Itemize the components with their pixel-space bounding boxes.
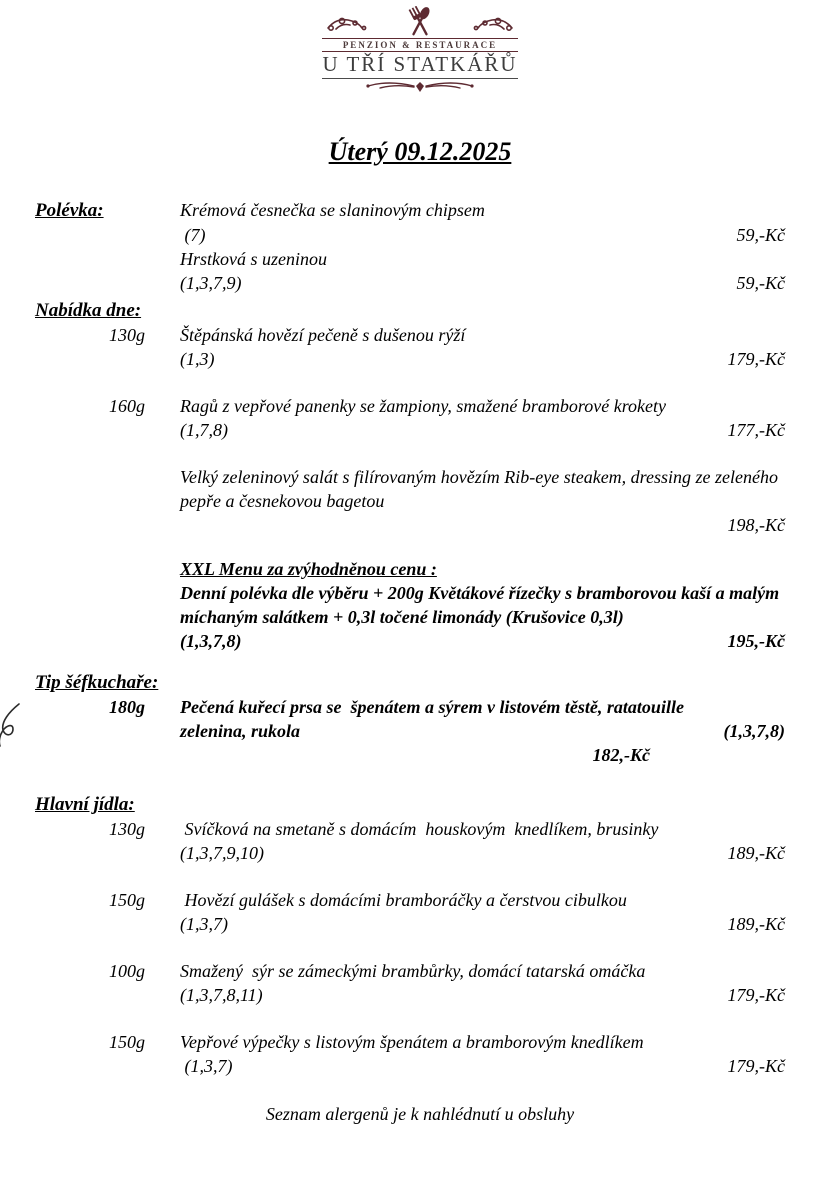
daily-offer-section-header: Nabídka dne: [35, 300, 142, 321]
dish-allergens: (1,3,7,8,11) [180, 985, 263, 1005]
menu-body [0, 198, 840, 1078]
dish-allergens: (1,3,7,8) [180, 631, 242, 651]
dish-name-continued: zelenina, rukola [180, 721, 301, 741]
dish-price: 177,-Kč [727, 420, 785, 440]
dish-price: 59,-Kč [736, 225, 785, 245]
dish-price: 195,-Kč [727, 631, 785, 651]
restaurant-logo [322, 6, 518, 94]
menu-item [35, 465, 785, 537]
dish-name: Svíčková na smetaně s domácím houskovým knedlíkem, brusinky [180, 819, 659, 839]
dish-name: Štěpánská hovězí pečeně s dušenou rýží [180, 325, 466, 345]
dish-weight: 160g [109, 396, 145, 416]
main-dishes-section-header: Hlavní jídla: [35, 794, 135, 815]
menu-item [35, 1030, 785, 1078]
dish-weight: 100g [109, 961, 145, 981]
dish-name: Krémová česnečka se slaninovým chipsem [180, 200, 485, 220]
dish-price: 179,-Kč [727, 1056, 785, 1076]
dish-allergens: (7) [180, 225, 206, 245]
dish-price: 189,-Kč [727, 843, 785, 863]
daily-offer-section [35, 299, 785, 537]
dish-allergens: (1,3,7,8) [723, 721, 785, 741]
dish-allergens: (1,3) [180, 349, 215, 369]
allergen-notice: Seznam alergenů je k nahlédnutí u obsluhy [265, 1104, 575, 1124]
dish-price: 198,-Kč [727, 515, 785, 535]
dish-weight: 130g [109, 325, 145, 345]
logo-restaurant-name: U TŘÍ STATKÁŘŮ [322, 52, 518, 79]
handwritten-squiggle-icon [0, 698, 31, 750]
logo-tagline: PENZION & RESTAURACE [322, 38, 518, 52]
main-dishes-section [35, 793, 785, 1078]
dish-price: 59,-Kč [736, 273, 785, 293]
menu-item [35, 323, 785, 371]
dish-price: 182,-Kč [592, 745, 650, 765]
dish-weight: 150g [109, 1032, 145, 1052]
menu-item [35, 817, 785, 865]
dish-weight: 130g [109, 819, 145, 839]
chef-tip-section [35, 671, 785, 767]
crossed-cutlery-ornament-icon [322, 6, 518, 38]
dish-price: 179,-Kč [727, 349, 785, 369]
dish-allergens: (1,3,7) [180, 1056, 233, 1076]
dish-weight: 150g [109, 890, 145, 910]
dish-allergens: (1,3,7,9,10) [180, 843, 264, 863]
dish-name: Denní polévka dle výběru + 200g Květákové řízečky s bramborovou kaší a malým míchaným salátkem + 0,3l točené limonády (Krušovice 0,3l) [180, 583, 784, 627]
xxl-menu-header: XXL Menu za zvýhodněnou cenu : [180, 559, 437, 579]
soup-section [35, 198, 785, 295]
menu-date-title: Úterý 09.12.2025 [328, 137, 512, 166]
menu-item [35, 959, 785, 1007]
dish-allergens: (1,3,7) [180, 914, 228, 934]
dish-name: Hovězí gulášek s domácími bramboráčky a čerstvou cibulkou [180, 890, 627, 910]
menu-item [35, 888, 785, 936]
soup-section-header: Polévka: [35, 200, 104, 221]
dish-name: Vepřové výpečky s listovým špenátem a bramborovým knedlíkem [180, 1032, 644, 1052]
dish-name: Velký zeleninový salát s filírovaným hovězím Rib-eye steakem, dressing ze zeleného pepře a česnekovou bagetou [180, 467, 783, 511]
dish-allergens: (1,7,8) [180, 420, 228, 440]
menu-item [35, 394, 785, 442]
dish-weight: 180g [109, 697, 145, 717]
dish-name: Hrstková s uzeninou [180, 249, 327, 269]
flourish-icon [360, 80, 480, 94]
dish-price: 179,-Kč [727, 985, 785, 1005]
dish-name: Ragů z vepřové panenky se žampiony, smažené bramborové krokety [180, 396, 667, 416]
dish-allergens: (1,3,7,9) [180, 273, 242, 293]
dish-name: Smažený sýr se zámeckými brambůrky, domácí tatarská omáčka [180, 961, 646, 981]
dish-name: Pečená kuřecí prsa se špenátem a sýrem v listovém těstě, ratatouille [180, 697, 684, 717]
chef-tip-section-header: Tip šéfkuchaře: [35, 672, 159, 693]
dish-price: 189,-Kč [727, 914, 785, 934]
xxl-menu-section [35, 557, 785, 653]
